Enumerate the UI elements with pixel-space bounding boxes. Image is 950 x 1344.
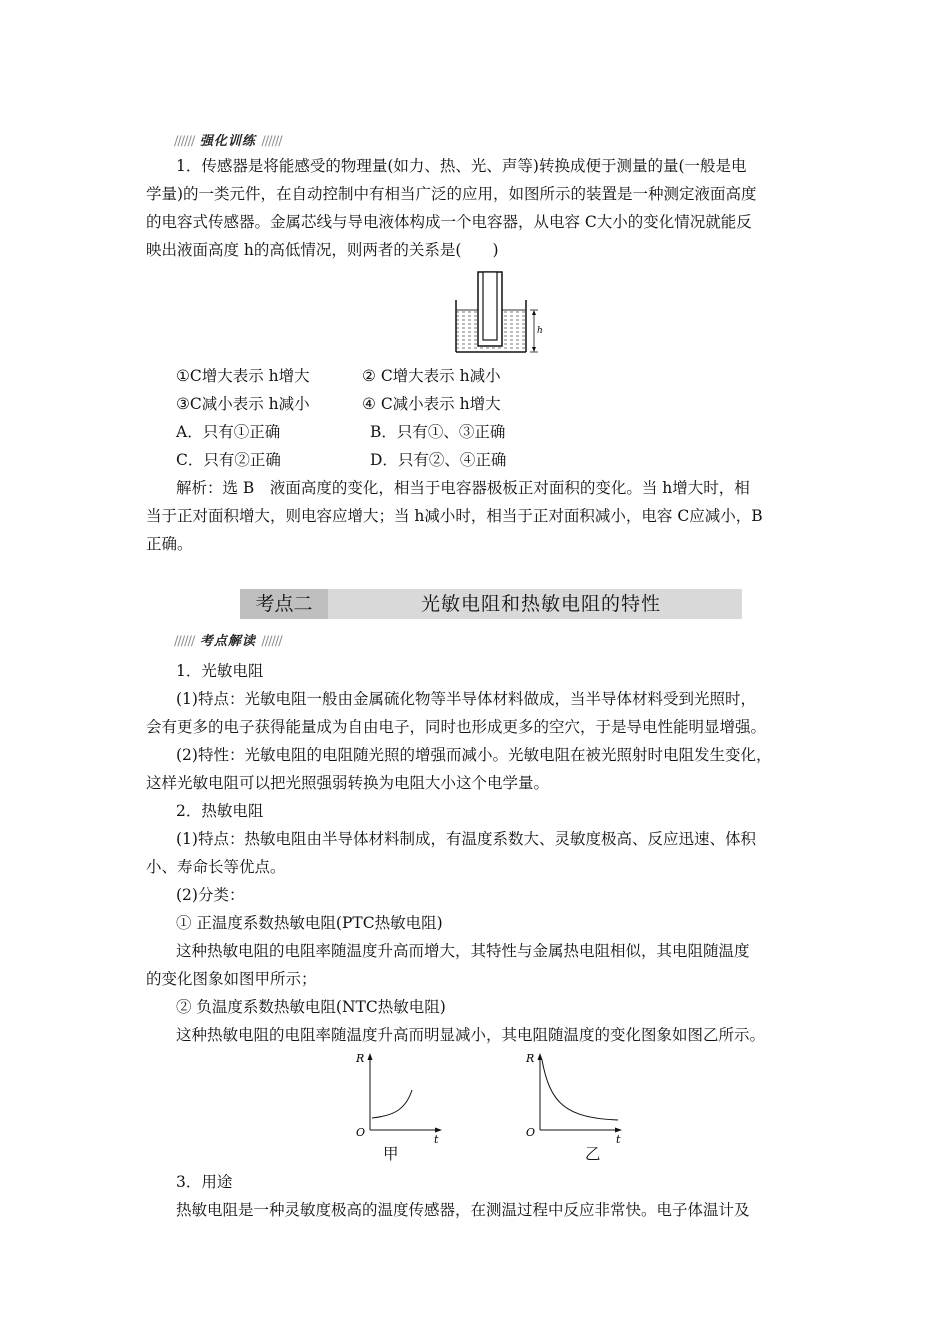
graph-caption-yi: 乙 [585, 1145, 601, 1163]
question-line: 的电容式传感器。金属芯线与导电液体构成一个电容器，从电容 C大小的变化情况就能反 [146, 213, 752, 231]
body-line: 这种热敏电阻的电阻率随温度升高而增大，其特性与金属热电阻相似，其电阻随温度 [176, 942, 750, 960]
option-d: D．只有②、④正确 [370, 451, 507, 469]
body-line: 1．光敏电阻 [176, 662, 264, 680]
body-line: 3．用途 [176, 1173, 233, 1191]
option-a: A．只有①正确 [176, 423, 281, 441]
decor-slashes: ////// [174, 134, 195, 149]
explanation-tag-label: 考点解读 [199, 634, 256, 649]
practice-tag-label: 强化训练 [199, 134, 256, 149]
question-line: 1．传感器是将能感受的物理量(如力、热、光、声等)转换成便于测量的量(一般是电 [176, 157, 747, 175]
decor-slashes: ////// [174, 634, 195, 649]
body-line: ② 负温度系数热敏电阻(NTC热敏电阻) [176, 998, 446, 1016]
practice-tag [174, 130, 282, 149]
answer-line: 解析：选 B 液面高度的变化，相当于电容器极板正对面积的变化。当 h增大时，相 [176, 479, 750, 497]
ptc-graph [350, 1048, 450, 1144]
axis-x-label: t [434, 1133, 439, 1144]
body-line: (2)特性：光敏电阻的电阻随光照的增强而减小。光敏电阻在被光照射时电阻发生变化， [176, 746, 772, 764]
body-line: ① 正温度系数热敏电阻(PTC热敏电阻) [176, 914, 443, 932]
answer-line: 当于正对面积增大，则电容应增大；当 h减小时，相当于正对面积减小，电容 C应减小，B [146, 507, 763, 525]
option-c: C．只有②正确 [176, 451, 281, 469]
explanation-tag [174, 630, 282, 649]
axis-y-label: R [526, 1052, 535, 1065]
decor-slashes: ////// [261, 634, 282, 649]
body-line: 的变化图象如图甲所示； [146, 970, 317, 988]
body-line: 小、寿命长等优点。 [146, 858, 286, 876]
body-line: (1)特点：光敏电阻一般由金属硫化物等半导体材料做成，当半导体材料受到光照时， [176, 690, 756, 708]
statement-3: ③C减小表示 h减小 [176, 395, 310, 413]
body-line: (2)分类： [176, 886, 245, 904]
section-number: 考点二 [255, 593, 313, 615]
question-line: 学量)的一类元件，在自动控制中有相当广泛的应用，如图所示的装置是一种测定液面高度 [146, 185, 757, 203]
body-line: 热敏电阻是一种灵敏度极高的温度传感器，在测温过程中反应非常快。电子体温计及 [176, 1201, 750, 1219]
statement-4: ④ C减小表示 h增大 [362, 395, 501, 413]
body-line: 这种热敏电阻的电阻率随温度升高而明显减小，其电阻随温度的变化图象如图乙所示。 [176, 1026, 766, 1044]
body-line: 这样光敏电阻可以把光照强弱转换为电阻大小这个电学量。 [146, 774, 550, 792]
section-number-box [240, 589, 328, 619]
body-line: 会有更多的电子获得能量成为自由电子，同时也形成更多的空穴，于是导电性能明显增强。 [146, 718, 767, 736]
statement-2: ② C增大表示 h减小 [362, 367, 501, 385]
section-header [240, 589, 742, 619]
origin-label: O [356, 1126, 366, 1139]
body-line: 2．热敏电阻 [176, 802, 264, 820]
axis-x-label: t [616, 1133, 621, 1144]
statement-1: ①C增大表示 h增大 [176, 367, 310, 385]
capacitor-sensor-figure [450, 270, 550, 360]
axis-y-label: R [356, 1052, 365, 1065]
section-title: 光敏电阻和热敏电阻的特性 [420, 593, 661, 615]
ntc-graph [520, 1048, 630, 1144]
body-line: (1)特点：热敏电阻由半导体材料制成，有温度系数大、灵敏度极高、反应迅速、体积 [176, 830, 756, 848]
graph-caption-jia: 甲 [383, 1145, 399, 1163]
answer-line: 正确。 [146, 535, 193, 553]
question-line: 映出液面高度 h的高低情况，则两者的关系是( ) [146, 241, 499, 259]
height-label: h [537, 326, 543, 336]
decor-slashes: ////// [261, 134, 282, 149]
origin-label: O [526, 1126, 536, 1139]
option-b: B．只有①、③正确 [370, 423, 506, 441]
